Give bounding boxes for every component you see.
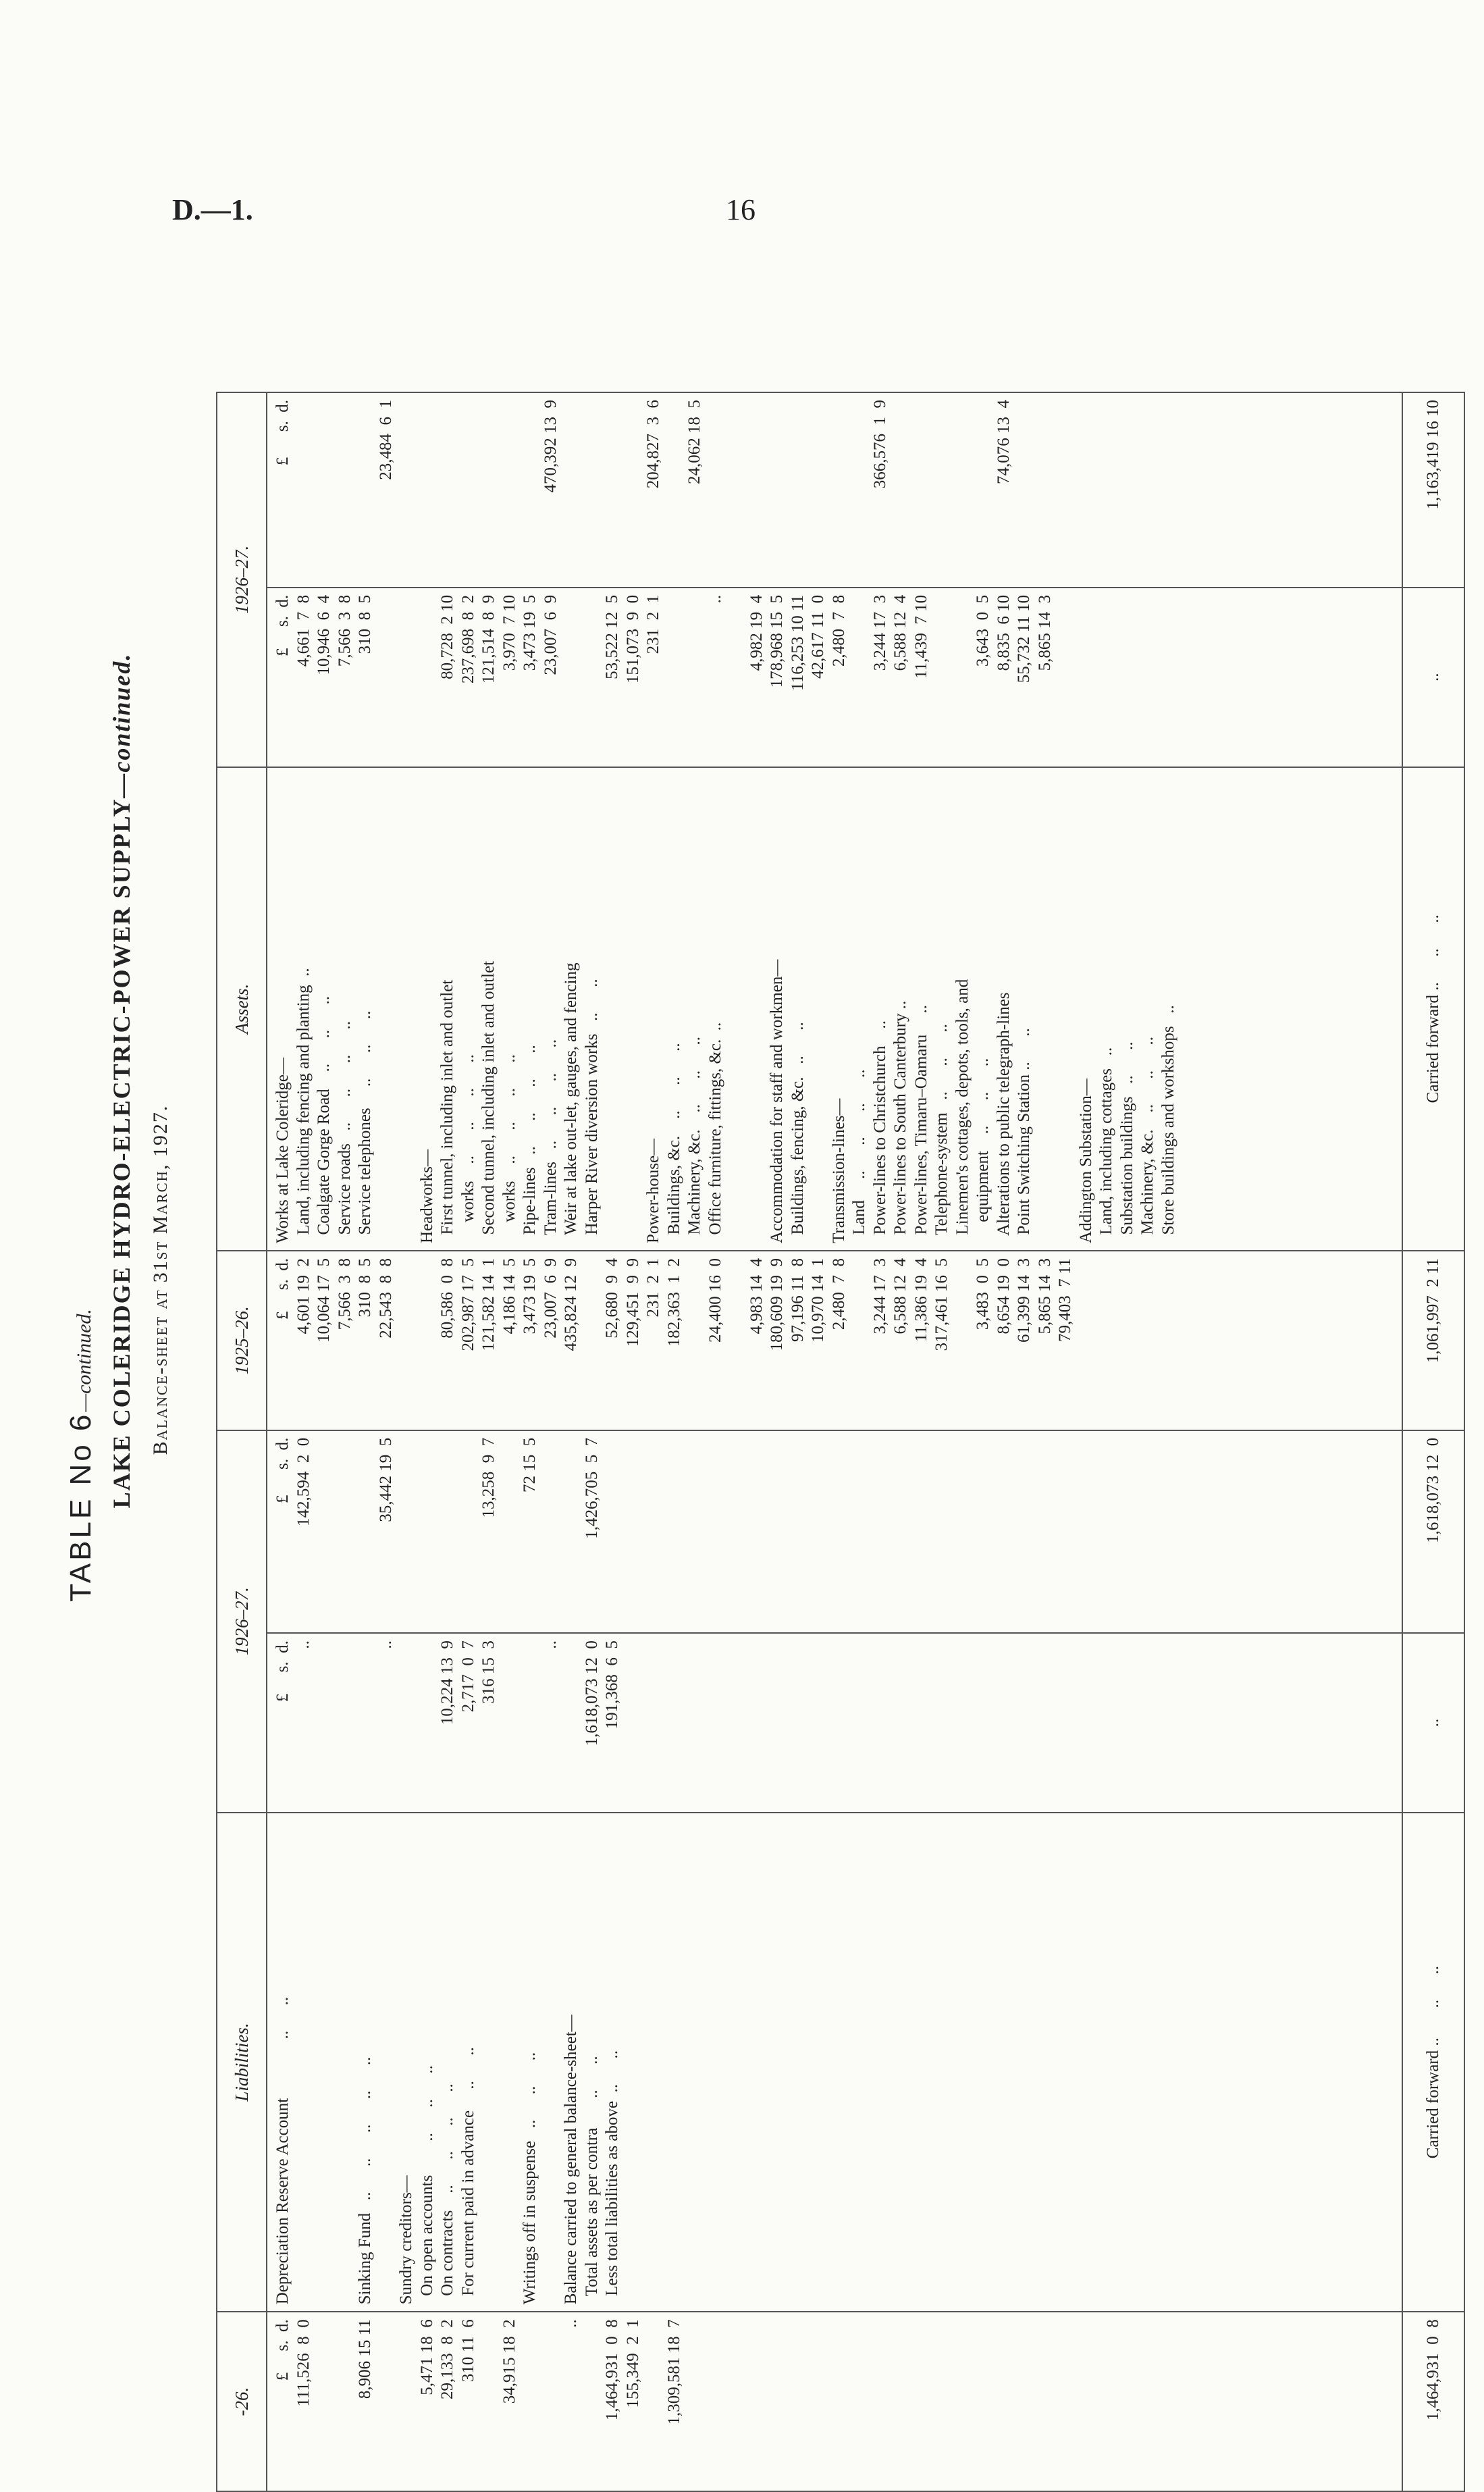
col-liab-current: 1926–27. (217, 1430, 267, 1813)
header-row (217, 392, 267, 2491)
assets-cur-1-cell: £ s. d. 4,661 7 8 10,946 6 4 7,566 3 8 310 8 5 80,728 2 10 237,698 8 2 121,514 8 9 3,970 7 10 3,473 19 5 23,007 6 9 53,522 12 5 151,073 9 0 231 2 1 .. 4,982 19 4 178,968 15 5 116,253 10 11 42,617 11 0 2,480 7 8 3,244 17 3 6,588 12 4 11,439 7 10 3,643 0 5 8,835 6 10 55,732 11 10 5,865 14 3 (267, 588, 1402, 767)
main-title-suffix: —continued. (108, 652, 135, 798)
page-code: D.—1. (172, 193, 253, 226)
liab-cur-1-cell: £ s. d. .. .. 10,224 13 9 2,717 0 7 316 15 3 .. 1,618,073 12 0 191,368 6 5 (267, 1633, 1402, 1813)
col-assets-prev: 1925–26. (217, 1251, 267, 1430)
balance-sheet (216, 392, 1465, 2492)
total-liab-cur-2: 1,618,073 12 0 (1402, 1430, 1464, 1633)
assets-cur-2-cell: £ s. d. 23,484 6 1 470,392 13 9 204,827 3 6 24,062 18 5 366,576 1 9 74,076 13 4 (267, 392, 1402, 588)
totals-row (1402, 392, 1464, 2491)
balance-sheet-table (216, 392, 1465, 2492)
liab-prev-cell: £ s. d. 111,526 8 0 8,906 15 11 5,471 18 6 29,133 8 2 310 11 6 34,915 18 2 .. 1,464,931 0 8 155,349 2 1 1,309,581 18 7 (267, 2312, 1402, 2491)
total-liab-cur-1: .. (1402, 1633, 1464, 1813)
assets-prev-cell: £ s. d. 4,601 19 2 10,064 17 5 7,566 3 8 310 8 5 22,543 8 8 80,586 0 8 202,987 17 5 121,582 14 1 4,186 14 5 3,473 19 5 23,007 6 9 435,824 12 9 52,680 9 4 129,451 9 9 231 2 1 182,363 1 2 24,400 16 0 4,983 14 4 180,609 19 9 97,196 11 8 10,970 14 1 2,480 7 8 3,244 17 3 6,588 12 4 11,386 19 4 317,461 16 5 3,483 0 5 8,654 19 0 61,399 14 3 5,865 14 3 79,403 7 11 (267, 1251, 1402, 1430)
main-title (107, 653, 136, 1509)
table-label-suffix: —continued. (73, 1309, 95, 1412)
total-liabilities-label: Carried forward .. .. .. (1402, 1813, 1464, 2312)
col-assets: Assets. (217, 767, 267, 1251)
total-assets-label: Carried forward .. .. .. (1402, 767, 1464, 1251)
liabilities-cell: Depreciation Reserve Account .. .. Sinking Fund .. .. .. .. .. Sundry creditors— On open accounts .. .. .. On contracts .. .. .. .. For current paid in advance .. .. Writings off in suspense .. .. .. Balance carried to general balance-sheet— Total assets as per contra .. .. Less total liabilities as above .. .. (267, 1813, 1402, 2312)
body-row (267, 392, 1402, 2491)
col-assets-current: 1926–27. (217, 392, 267, 767)
col-liab-prev: -26. (217, 2312, 267, 2491)
assets-cell: Works at Lake Coleridge— Land, including fencing and planting .. Coalgate Gorge Road .. .. .. Service roads .. .. .. .. Service telephones .. .. .. Headworks— First tunnel, including inlet and outlet works .. .. .. .. Second tunnel, including inlet and outlet works .. .. .. .. Pipe-lines .. .. .. .. Tram-lines .. .. .. .. Weir at lake out-let, gauges, and fencing Harper River diversion works .. .. Power-house— Buildings, &c. .. .. .. Machinery, &c. .. .. .. Office furniture, fittings, &c. .. Accommodation for staff and workmen— Buildings, fencing, &c. .. .. Transmission-lines— Land .. .. .. .. Power-lines to Christchurch .. Power-lines to South Canterbury .. Power-lines, Timaru–Oamaru .. Telephone-system .. .. .. Linemen's cottages, depots, tools, and equipment .. .. .. Alterations to public telegraph-lines Point Switching Station .. .. Addington Substation— Land, including cottages .. Substation buildings .. .. Machinery, &c. .. .. .. Store buildings and workshops .. (267, 767, 1402, 1251)
liab-cur-2-cell: £ s. d. 142,594 2 0 35,442 19 5 13,258 9 7 72 15 5 1,426,705 5 7 (267, 1430, 1402, 1633)
main-title-text: LAKE COLERIDGE HYDRO-ELECTRIC-POWER SUPPLY (108, 798, 135, 1509)
col-liabilities: Liabilities. (217, 1813, 267, 2312)
subtitle: Balance-sheet at 31st March, 1927. (149, 1104, 171, 1455)
table-label (64, 1309, 98, 1602)
page-number: 16 (726, 193, 756, 226)
table-label-text: TABLE No 6 (64, 1411, 97, 1602)
total-assets-cur-2: 1,163,419 16 10 (1402, 392, 1464, 588)
total-assets-cur-1: .. (1402, 588, 1464, 767)
total-assets-prev: 1,061,997 2 11 (1402, 1251, 1464, 1430)
total-liab-prev: 1,464,931 0 8 (1402, 2312, 1464, 2491)
